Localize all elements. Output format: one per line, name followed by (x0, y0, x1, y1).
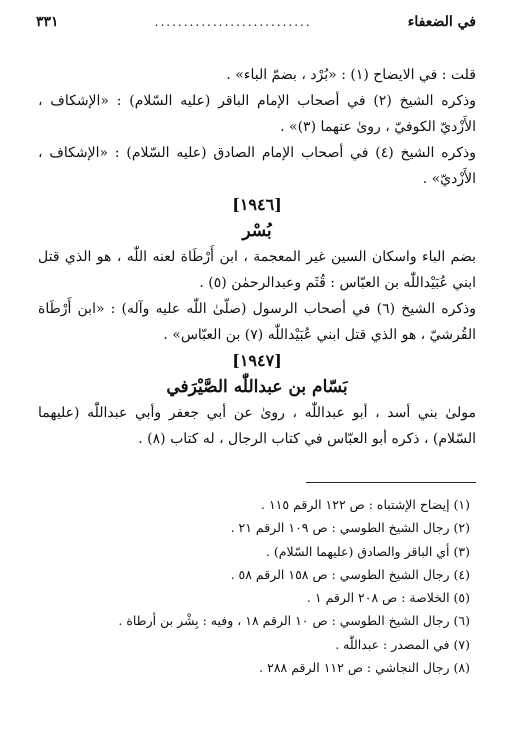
entry-number-1946: [١٩٤٦] (232, 195, 282, 214)
footnote-divider (306, 482, 476, 483)
entry-name-bassam: بَسّام بن عبداللّٰه الصَّيْرَفي (166, 377, 348, 397)
footnote-6: (٦) رجال الشيخ الطوسي : ص ١٠ الرقم ١٨ ، وفيه : بِشْر بن أرطاة . (118, 613, 470, 629)
running-title: في الضعفاء (407, 14, 476, 30)
footnote-4: (٤) رجال الشيخ الطوسي : ص ١٥٨ الرقم ٥٨ . (230, 566, 470, 582)
footnotes (38, 493, 470, 679)
footnote-5: (٥) الخلاصة : ص ٢٠٨ الرقم ١ . (306, 590, 470, 606)
paragraph-baqir: وذكره الشيخ (٢) في أصحاب الإمام الباقر (عليه السّلام) : «الإشكاف ، الأَزْديّ الكوفيّ ، روىٰ عنهما (٣)» . (38, 93, 476, 135)
footnote-7: (٧) في المصدر : عبداللّٰه . (335, 636, 470, 652)
footnote-3: (٣) أي الباقر والصادق (عليهما السّلام) . (265, 543, 470, 559)
entry-name-busr: بُسْر (242, 221, 272, 241)
main-text (38, 62, 476, 452)
page-number: ٣٣١ (36, 14, 59, 30)
footnote-2: (٢) رجال الشيخ الطوسي : ص ١٠٩ الرقم ٢١ . (230, 520, 470, 536)
paragraph-busr-rasul: وذكره الشيخ (٦) في أصحاب الرسول (صلّىٰ اللّٰه عليه وآله) : «ابن أَرْطَاة القُرشيّ ، هو الذي قتل ابني عُبَيْداللّٰه (٧) بن العبّاس» . (38, 301, 476, 343)
footnote-8: (٨) رجال النجاشي : ص ١١٢ الرقم ٢٨٨ . (259, 660, 470, 676)
footnote-1: (١) إيضاح الإشتباه : ص ١٢٢ الرقم ١١٥ . (260, 497, 470, 512)
paragraph-idah: قلت : في الايضاح (١) : «بُرْد ، بضمّ الباء» . (226, 67, 476, 83)
paragraph-sadiq: وذكره الشيخ (٤) في أصحاب الإمام الصادق (عليه السّلام) : «الإشكاف ، الأَزْديّ» . (38, 145, 476, 187)
paragraph-busr-desc: بضم الباء واسكان السين غير المعجمة ، ابن أَرْطَاة لعنه اللّٰه ، هو الذي قتل ابني عُبَيْداللّٰه بن العبّاس : قُثَم وعبدالرحمٰن (٥) . (38, 249, 476, 291)
entry-number-1947: [١٩٤٧] (232, 351, 282, 370)
page-header (36, 14, 476, 30)
paragraph-bassam-desc: مولىٰ بني أسد ، أبو عبداللّٰه ، روىٰ عن أبي جعفر وأبي عبداللّٰه (عليهما السّلام) ، ذكره أبو العبّاس في كتاب الرجال ، له كتاب (٨) . (38, 405, 476, 447)
header-leader-dots: ........................... (154, 15, 312, 29)
